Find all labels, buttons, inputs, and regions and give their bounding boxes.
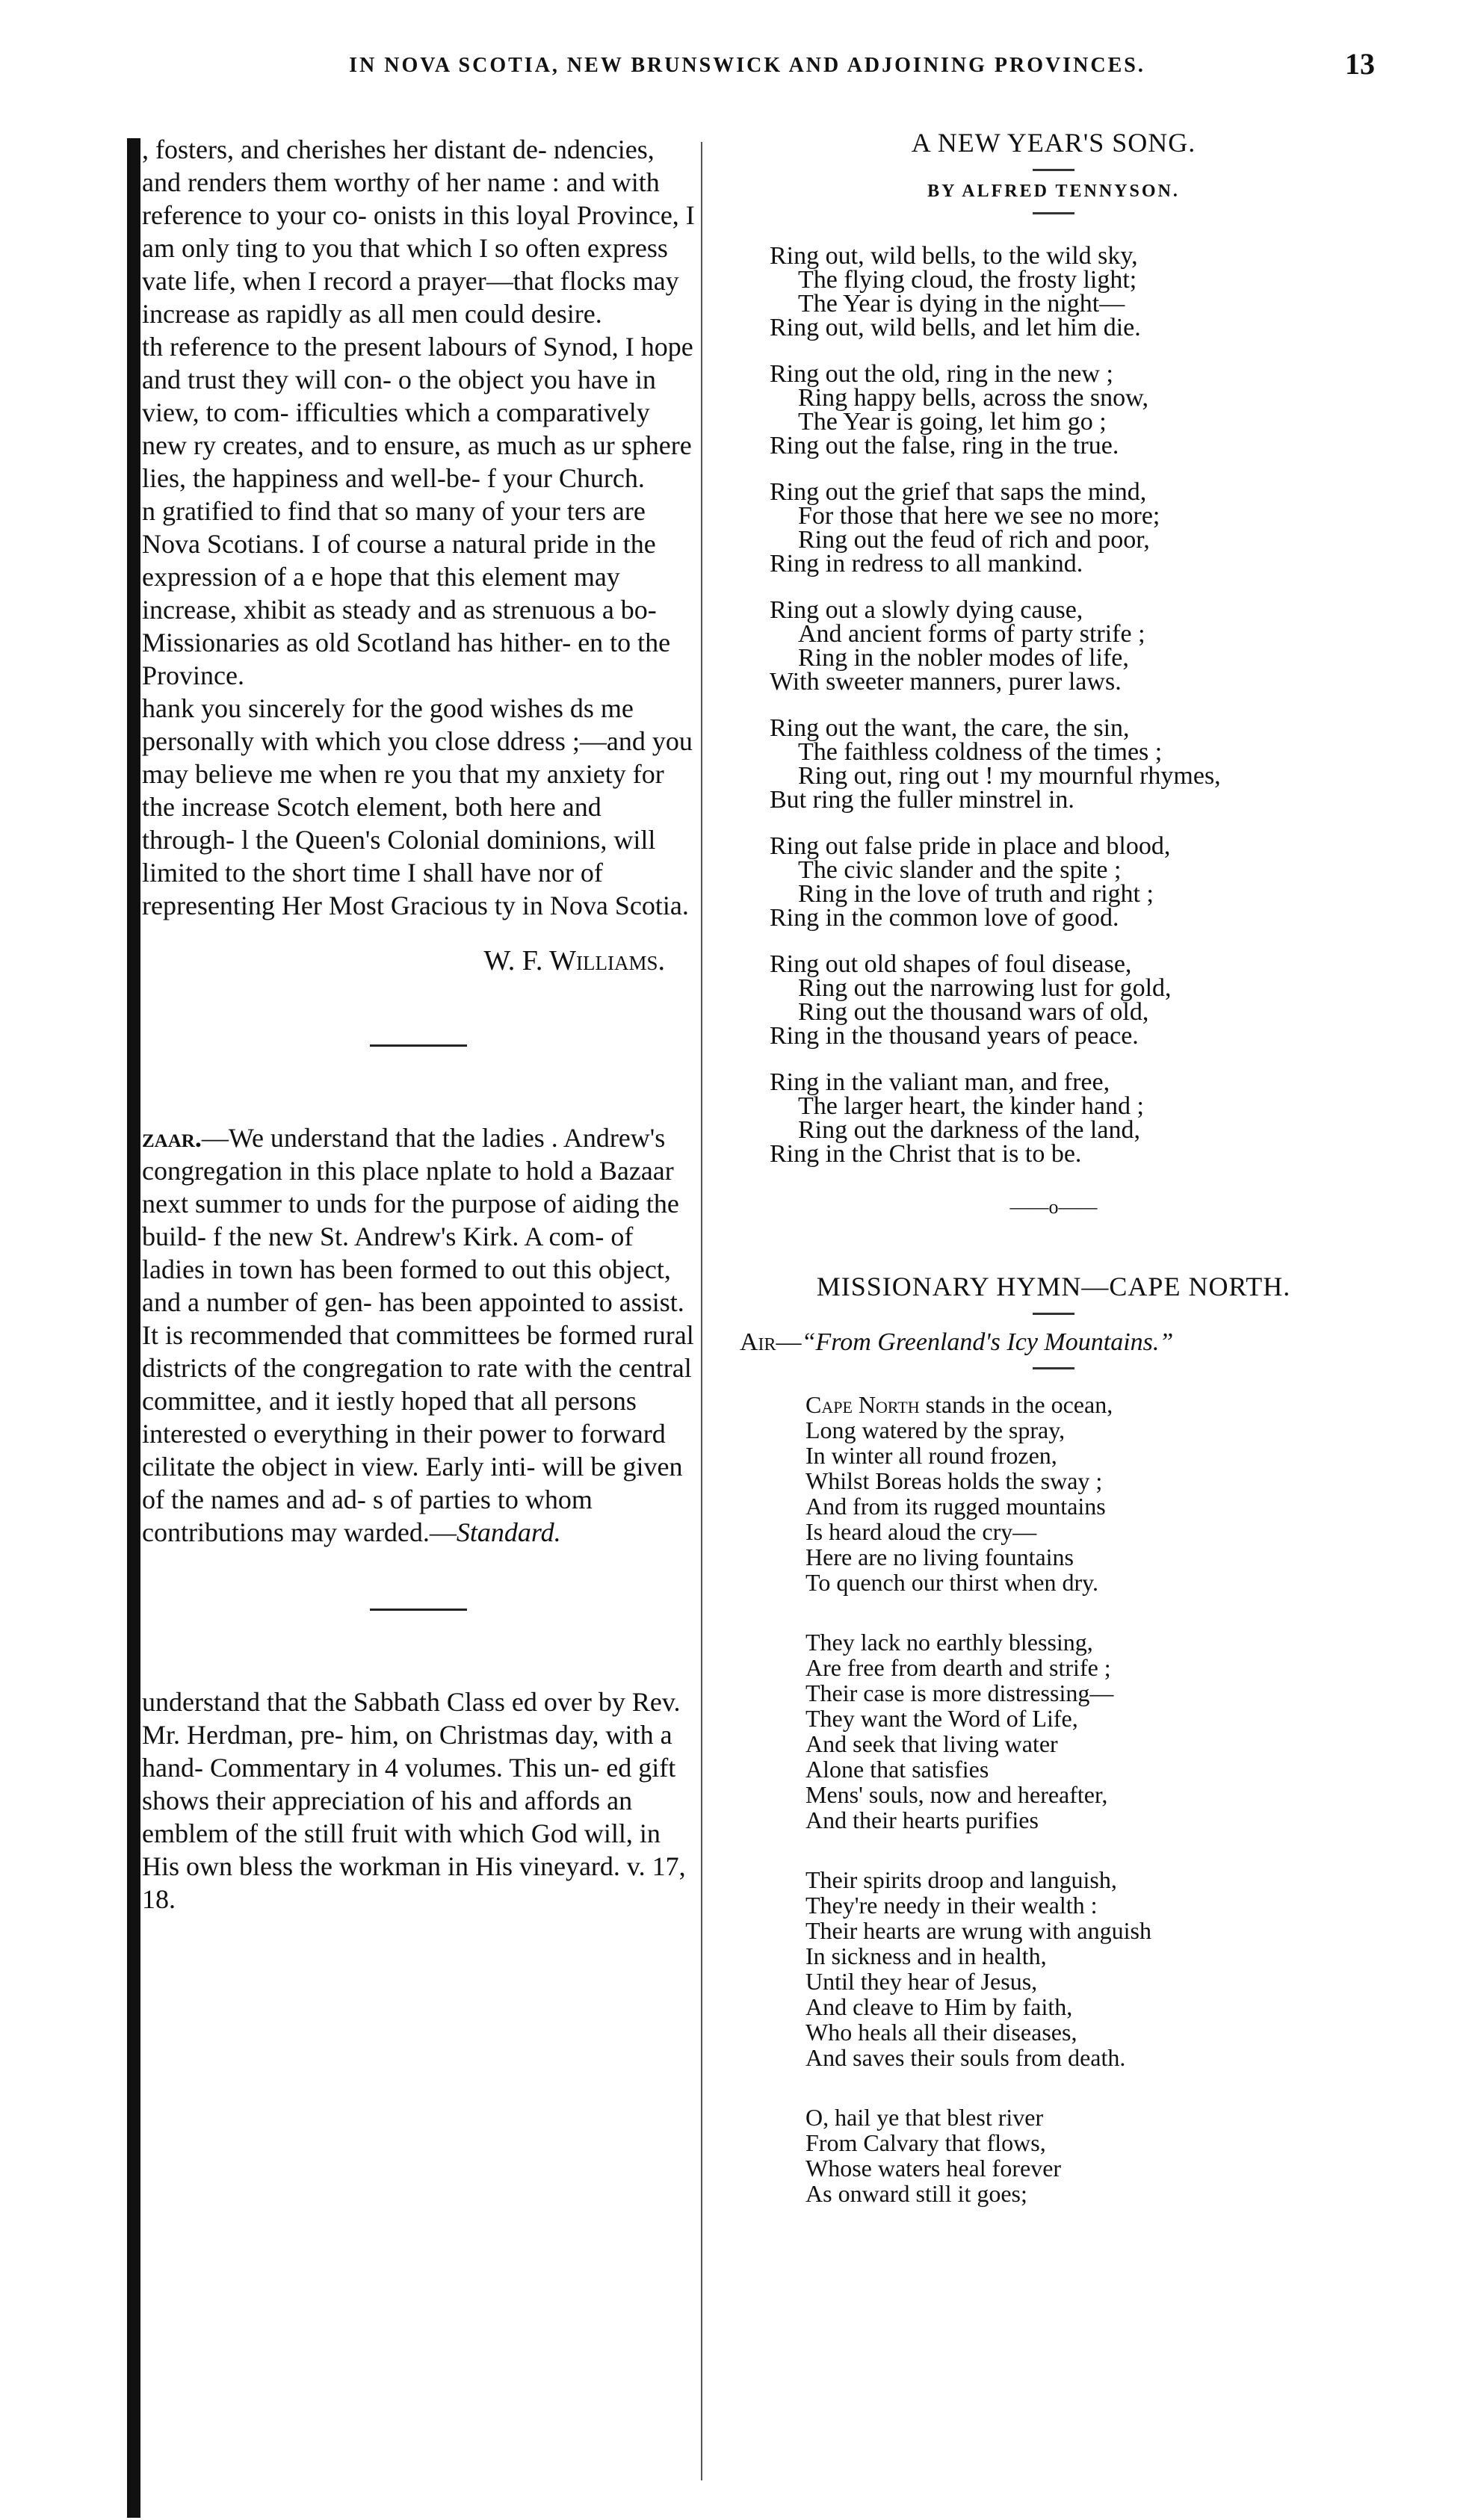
- poem-line: Ring out, ring out ! my mournful rhymes,: [798, 762, 1221, 790]
- poem-line: Who heals all their diseases,: [805, 2019, 1077, 2046]
- song-stanza: [770, 832, 1390, 932]
- hymn-poem: [717, 1392, 1390, 2206]
- song-poem: [717, 244, 1390, 1166]
- poem-line: Here are no living fountains: [805, 1544, 1074, 1570]
- hymn-air: [740, 1328, 1390, 1357]
- poem-line: Their hearts are wrung with anguish: [805, 1917, 1151, 1944]
- left-column: [142, 133, 695, 1916]
- poem-line: The Year is going, let him go ;: [798, 408, 1107, 436]
- bazaar-text: —We understand that the ladies . Andrew's congregation in this place nplate to hold a Bazaar next summer to unds for the purpose of aiding the build- f the new St. Andrew's Kirk. A com- of ladies in town has been formed to out this object, and a number of gen- has been appointed to assist. It is recommended that committees be formed rural districts of the congregation to rate with the central committee, and it iestly hoped that all persons interested o everything in their power to forward cilitate the object in view. Early inti- will be given of the names and ad- s of parties to whom contributions may warded.—: [142, 1123, 694, 1547]
- right-column: [717, 127, 1390, 2241]
- poem-line: For those that here we see no more;: [798, 502, 1160, 530]
- poem-line: Ring out the feud of rich and poor,: [798, 526, 1150, 554]
- left-column-edge-rule: [127, 138, 140, 2518]
- poem-line: And saves their souls from death.: [805, 2044, 1126, 2071]
- song-stanza: [770, 362, 1390, 458]
- hymn-stanza: [805, 1392, 1390, 1595]
- poem-line: And ancient forms of party strife ;: [798, 620, 1145, 648]
- poem-line: Are free from dearth and strife ;: [805, 1654, 1111, 1681]
- title-rule: [1033, 169, 1074, 171]
- poem-line: Ring out the want, the care, the sin,: [770, 714, 1130, 742]
- hymn-title-rule: [1033, 1313, 1074, 1315]
- poem-line: They lack no earthly blessing,: [805, 1629, 1093, 1656]
- hymn-first-word: Cape North: [805, 1391, 920, 1418]
- poem-line: Long watered by the spray,: [805, 1417, 1066, 1443]
- poem-line: Ring out old shapes of foul disease,: [770, 950, 1132, 978]
- poem-line: [805, 1392, 1390, 1417]
- hymn-title: MISSIONARY HYMN—CAPE NORTH.: [816, 1272, 1291, 1301]
- sabbath-class-notice: understand that the Sabbath Class ed over by Rev. Mr. Herdman, pre- him, on Christmas day, with a hand- Commentary in 4 volumes. This un- ed gift shows their appreciation of his and affords an emblem of the still fruit with which God will, in His own bless the workman in His vineyard. v. 17, 18.: [142, 1687, 686, 1914]
- poem-line: Ring out, wild bells, and let him die.: [770, 314, 1141, 341]
- poem-line: The Year is dying in the night—: [798, 290, 1125, 318]
- poem-line: From Calvary that flows,: [805, 2129, 1046, 2156]
- poem-line: Ring out a slowly dying cause,: [770, 596, 1083, 624]
- song-stanza: [770, 1068, 1390, 1168]
- poem-line: Alone that satisfies: [805, 1756, 989, 1783]
- poem-line: Ring out the old, ring in the new ;: [770, 360, 1113, 388]
- poem-line: The larger heart, the kinder hand ;: [798, 1092, 1144, 1120]
- poem-line: They're needy in their wealth :: [805, 1892, 1098, 1919]
- poem-line: Ring out, wild bells, to the wild sky,: [770, 242, 1138, 270]
- poem-line: The flying cloud, the frosty light;: [798, 266, 1137, 294]
- poem-line: And their hearts purifies: [805, 1807, 1039, 1833]
- hymn-first-line-rest: stands in the ocean,: [919, 1391, 1113, 1418]
- letter-paragraph: hank you sincerely for the good wishes ds me personally with which you close ddress ;—and you may believe me when re you that my anxiety for the increase Scotch element, both here and through- l the Queen's Colonial dominions, will limited to the short time I shall have nor of representing Her Most Gracious ty in Nova Scotia.: [142, 693, 693, 920]
- poem-line: Ring in the valiant man, and free,: [770, 1068, 1110, 1096]
- letter-paragraph: , fosters, and cherishes her distant de- ndencies, and renders them worthy of her name : and with reference to your co- onists in this loyal Province, I am only ting to you that which I so often express vate life, when I record a prayer—that flocks may increase as rapidly as all men could desire.: [142, 134, 695, 329]
- song-title: A NEW YEAR'S SONG.: [911, 128, 1196, 158]
- poem-line: In winter all round frozen,: [805, 1442, 1057, 1469]
- poem-line: Ring in the Christ that is to be.: [770, 1140, 1082, 1168]
- poem-line: Whose waters heal forever: [805, 2155, 1062, 2182]
- page-number: 13: [1345, 47, 1375, 81]
- column-divider: [701, 142, 702, 2480]
- poem-line: As onward still it goes;: [805, 2180, 1027, 2207]
- poem-line: Mens' souls, now and hereafter,: [805, 1781, 1108, 1808]
- poem-line: In sickness and in health,: [805, 1942, 1047, 1969]
- poem-line: They want the Word of Life,: [805, 1705, 1078, 1732]
- poem-line: Ring in the common love of good.: [770, 904, 1119, 932]
- poem-line: Ring in the thousand years of peace.: [770, 1022, 1139, 1050]
- poem-line: Their case is more distressing—: [805, 1680, 1114, 1706]
- air-tune: “From Greenland's Icy Mountains.”: [801, 1328, 1174, 1356]
- poem-line: Until they hear of Jesus,: [805, 1968, 1038, 1995]
- song-stanza: [770, 480, 1390, 576]
- song-stanza: [770, 950, 1390, 1050]
- poem-line: Ring in the love of truth and right ;: [798, 880, 1154, 908]
- poem-line: And seek that living water: [805, 1730, 1058, 1757]
- bazaar-lead: zaar.: [142, 1123, 202, 1153]
- poem-line: Their spirits droop and languish,: [805, 1866, 1117, 1893]
- bazaar-notice: [142, 1121, 695, 1549]
- running-head: IN NOVA SCOTIA, NEW BRUNSWICK AND ADJOINING PROVINCES.: [349, 54, 1145, 77]
- song-stanza: [770, 244, 1390, 340]
- poem-line: With sweeter manners, purer laws.: [770, 668, 1122, 696]
- byline-rule: [1033, 212, 1074, 214]
- letter-paragraph: n gratified to find that so many of your ters are Nova Scotians. I of course a natural pride in the expression of a e hope that this element may increase, xhibit as steady and as strenuous a bo- Missionaries as old Scotland has hither- en to the Province.: [142, 496, 671, 690]
- letter-signature: W. F. Williams.: [483, 945, 665, 976]
- poem-line: The civic slander and the spite ;: [798, 856, 1122, 884]
- poem-line: And cleave to Him by faith,: [805, 1993, 1073, 2020]
- hymn-stanza: [805, 2105, 1390, 2206]
- air-label: Air—: [740, 1328, 802, 1356]
- bazaar-source: Standard.: [456, 1517, 561, 1547]
- poem-line: Ring in redress to all mankind.: [770, 550, 1083, 578]
- poem-line: Ring out the grief that saps the mind,: [770, 478, 1147, 506]
- poem-line: O, hail ye that blest river: [805, 2104, 1044, 2131]
- air-rule: [1033, 1367, 1074, 1369]
- poem-line: And from its rugged mountains: [805, 1493, 1106, 1520]
- poem-line: Ring happy bells, across the snow,: [798, 384, 1149, 412]
- song-stanza: [770, 598, 1390, 694]
- hymn-stanza: [805, 1629, 1390, 1833]
- poem-line: To quench our thirst when dry.: [805, 1569, 1099, 1596]
- poem-line: Ring out false pride in place and blood,: [770, 832, 1171, 860]
- section-rule: [370, 1609, 467, 1611]
- poem-line: Ring out the narrowing lust for gold,: [798, 974, 1172, 1002]
- poem-line: Ring out the false, ring in the true.: [770, 432, 1119, 459]
- poem-line: Ring out the darkness of the land,: [798, 1116, 1140, 1144]
- hymn-stanza: [805, 1867, 1390, 2070]
- song-stanza: [770, 716, 1390, 812]
- section-rule: [370, 1044, 467, 1047]
- poem-line: The faithless coldness of the times ;: [798, 738, 1163, 766]
- poem-line: Ring in the nobler modes of life,: [798, 644, 1129, 672]
- poem-line: Ring out the thousand wars of old,: [798, 998, 1149, 1026]
- poem-line: But ring the fuller minstrel in.: [770, 786, 1074, 814]
- poem-line: Is heard aloud the cry—: [805, 1518, 1037, 1545]
- poem-line: Whilst Boreas holds the sway ;: [805, 1467, 1103, 1494]
- section-divider: ——o——: [1009, 1196, 1098, 1218]
- letter-paragraph: th reference to the present labours of Synod, I hope and trust they will con- o the object you have in view, to com- ifficulties which a comparatively new ry creates, and to ensure, as much as ur sphere lies, the happiness and well-be- f your Church.: [142, 332, 693, 493]
- song-byline: BY ALFRED TENNYSON.: [927, 182, 1180, 201]
